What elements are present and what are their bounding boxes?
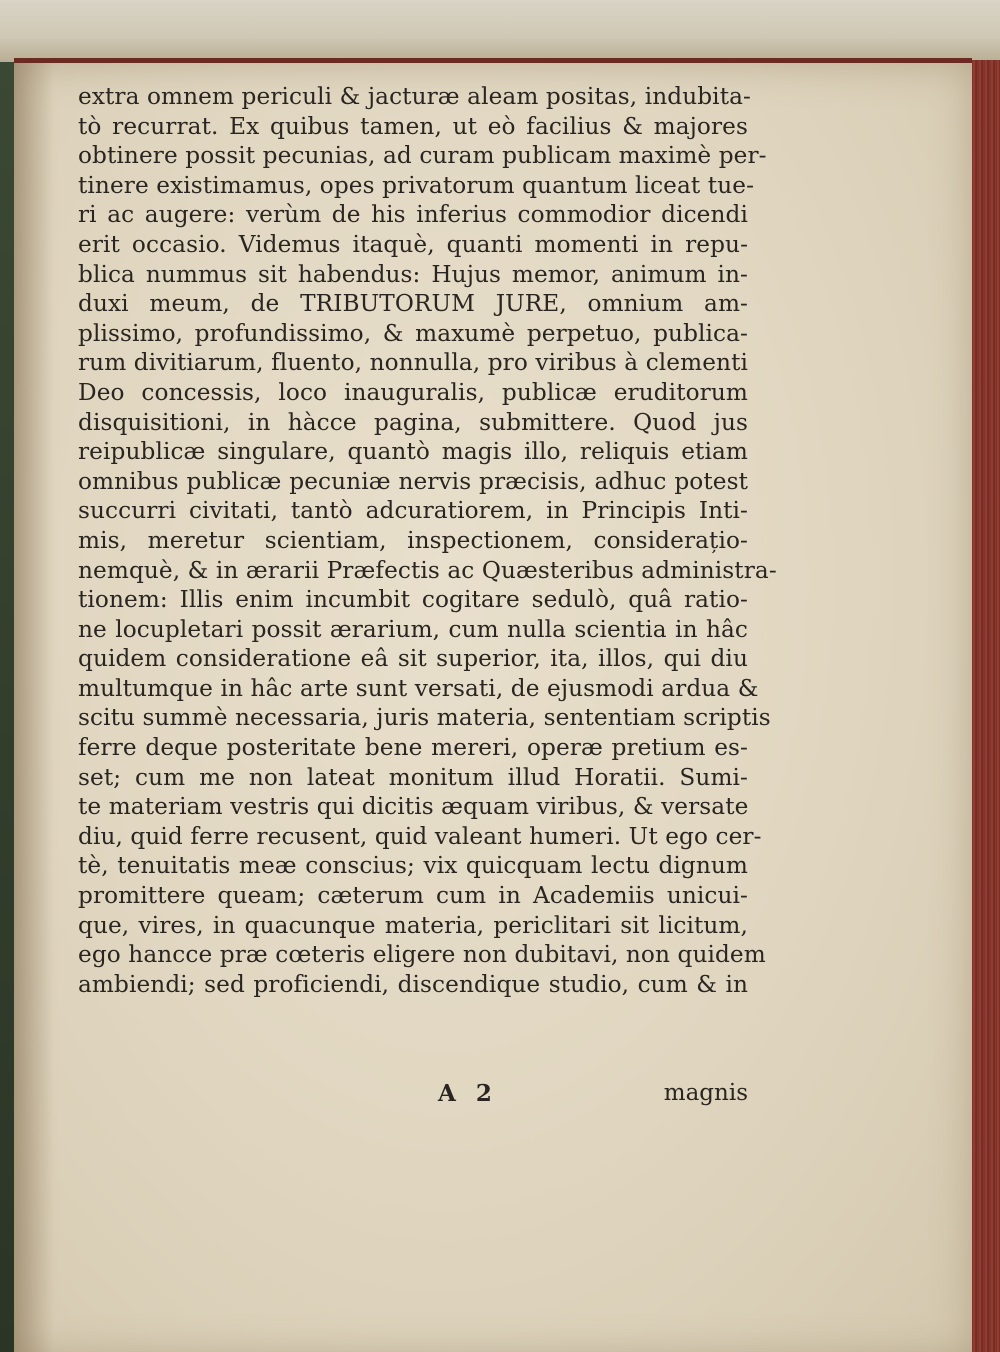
text-line: plissimo, profundissimo, & maxumè perpetuo, publica- xyxy=(78,319,748,347)
text-line: ambiendi; sed proficiendi, discendique studio, cum & in xyxy=(78,970,748,998)
text-line: Deo concessis, loco inauguralis, publicæ eruditorum xyxy=(78,378,748,406)
text-line: multumque in hâc arte sunt versati, de ejusmodi ardua & xyxy=(78,674,759,702)
text-line: ego hancce præ cœteris eligere non dubitavi, non quidem xyxy=(78,941,766,969)
text-line: ne locupletari possit ærarium, cum nulla scientia in hâc xyxy=(78,615,748,643)
text-line: promittere queam; cæterum cum in Academiis unicui- xyxy=(78,882,748,910)
page-footer xyxy=(78,1080,748,1110)
text-line: tò recurrat. Ex quibus tamen, ut eò facilius & majores xyxy=(78,112,748,140)
text-line: reipublicæ singulare, quantò magis illo, reliquis etiam xyxy=(78,438,748,466)
text-line: disquisitioni, in hàcce pagina, submittere. Quod jus xyxy=(78,408,748,436)
text-line: omnibus publicæ pecuniæ nervis præcisis, adhuc potest xyxy=(78,467,748,495)
text-line: quidem consideratione eâ sit superior, ita, illos, qui diu xyxy=(78,645,748,673)
page-gutter-shadow xyxy=(14,63,54,1352)
text-line: set; cum me non lateat monitum illud Horatii. Sumi- xyxy=(78,763,748,791)
text-line: scitu summè necessaria, juris materia, sententiam scriptis xyxy=(78,704,771,732)
text-line: blica nummus sit habendus: Hujus memor, animum in- xyxy=(78,260,748,288)
text-line: tè, tenuitatis meæ conscius; vix quicquam lectu dignum xyxy=(78,852,748,880)
text-line: obtinere possit pecunias, ad curam publicam maximè per- xyxy=(78,142,767,170)
text-line: que, vires, in quacunque materia, periclitari sit licitum, xyxy=(78,911,748,939)
scan-background-top xyxy=(0,0,1000,62)
text-line: diu, quid ferre recusent, quid valeant humeri. Ut ego cer- xyxy=(78,822,762,850)
text-line: nemquè, & in ærarii Præfectis ac Quæsteribus administra- xyxy=(78,556,777,584)
text-line: duxi meum, de TRIBUTORUM JURE, omnium am- xyxy=(78,290,748,318)
body-text xyxy=(78,82,777,999)
text-line: te materiam vestris qui dicitis æquam viribus, & versate xyxy=(78,793,749,821)
text-line: extra omnem periculi & jacturæ aleam positas, indubita- xyxy=(78,83,751,110)
text-line: succurri civitati, tantò adcuratiorem, in Principis Inti- xyxy=(78,497,748,525)
text-line: erit occasio. Videmus itaquè, quanti momenti in repu- xyxy=(78,230,748,258)
text-line: ri ac augere: verùm de his inferius commodior dicendi xyxy=(78,201,748,229)
text-line: ferre deque posteritate bene mereri, operæ pretium es- xyxy=(78,734,748,762)
text-line: mis, meretur scientiam, inspectionem, considerațio- xyxy=(78,526,748,554)
text-line: rum divitiarum, fluento, nonnulla, pro viribus à clementi xyxy=(78,349,748,377)
text-line: tionem: Illis enim incumbit cogitare sedulò, quâ ratio- xyxy=(78,586,748,614)
text-line: tinere existimamus, opes privatorum quantum liceat tue- xyxy=(78,171,755,199)
catchword: magnis xyxy=(663,1080,748,1106)
signature-mark: A 2 xyxy=(438,1080,498,1107)
